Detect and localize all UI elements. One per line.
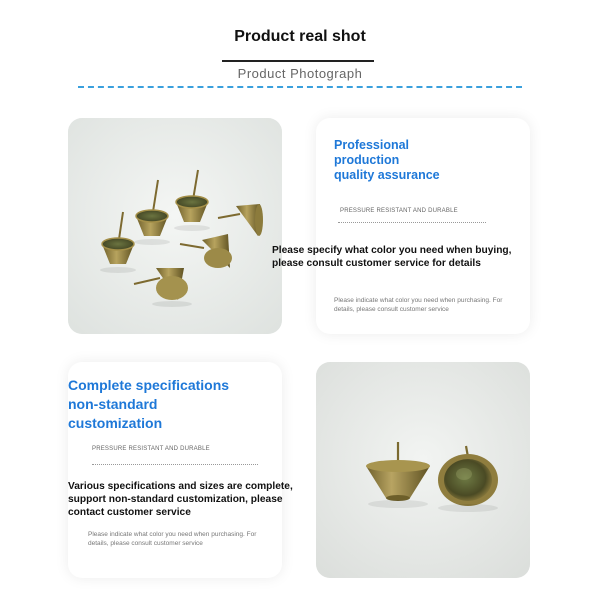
tacks-pair-image bbox=[316, 362, 530, 578]
specifications-card bbox=[68, 362, 282, 578]
feature-label: PRESSURE RESISTANT AND DURABLE bbox=[340, 208, 458, 214]
color-instruction-text bbox=[272, 244, 532, 270]
heading-line: Complete specifications bbox=[68, 377, 230, 393]
feature-label: PRESSURE RESISTANT AND DURABLE bbox=[92, 446, 210, 452]
dotted-divider bbox=[92, 464, 258, 465]
product-photo-pair bbox=[316, 362, 530, 578]
product-photo-group bbox=[68, 118, 282, 334]
heading-line: non-standard bbox=[68, 396, 158, 412]
customization-instruction-text bbox=[68, 480, 328, 519]
section-divider bbox=[78, 86, 522, 88]
purchase-note: Please indicate what color you need when purchasing. For details, please consult customer service bbox=[334, 297, 503, 313]
instruction-line: Please specify what color you need when buying, bbox=[272, 245, 512, 256]
instruction-line: contact customer service bbox=[68, 507, 191, 518]
heading-line: customization bbox=[68, 415, 163, 431]
quality-card bbox=[316, 118, 530, 334]
instruction-line: please consult customer service for details bbox=[272, 258, 481, 269]
page-subtitle: Product Photograph bbox=[237, 66, 363, 81]
dotted-divider bbox=[338, 222, 486, 223]
purchase-note: Please indicate what color you need when purchasing. For details, please consult customer service bbox=[88, 531, 257, 547]
heading-line: production bbox=[334, 153, 400, 167]
instruction-line: support non-standard customization, please bbox=[68, 494, 283, 505]
page-title: Product real shot bbox=[234, 28, 366, 45]
heading-line: Professional bbox=[334, 138, 410, 152]
title-underline bbox=[222, 60, 374, 62]
specifications-heading bbox=[68, 376, 278, 433]
quality-heading bbox=[334, 138, 514, 183]
tacks-group-image bbox=[68, 118, 282, 334]
heading-line: quality assurance bbox=[334, 168, 440, 182]
instruction-line: Various specifications and sizes are complete, bbox=[68, 481, 293, 492]
